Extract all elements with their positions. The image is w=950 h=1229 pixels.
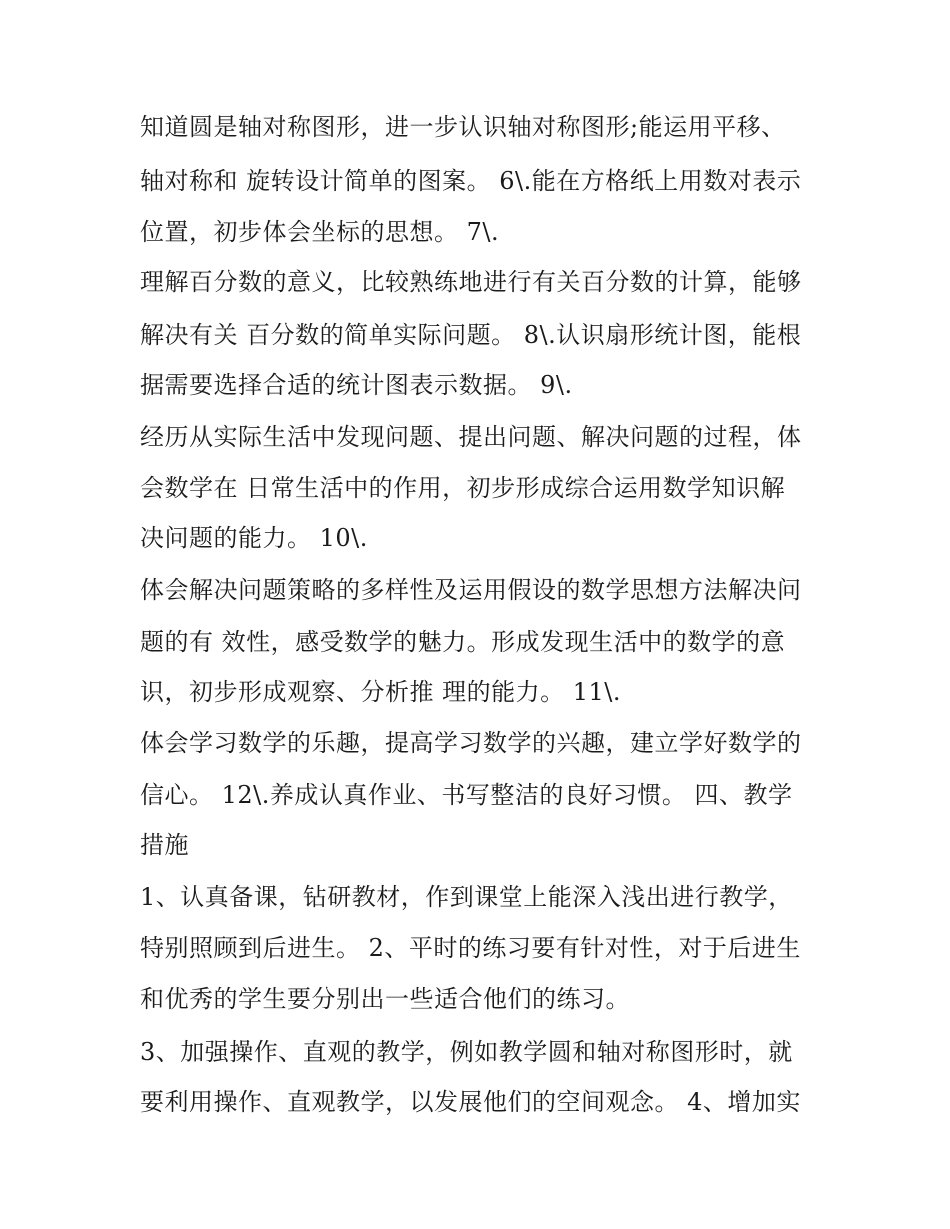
text-line: 和优秀的学生要分别出一些适合他们的练习。: [140, 985, 630, 1013]
text-line: 特别照顾到后进生。 2、平时的练习要有针对性，对于后进生: [140, 934, 801, 962]
text-line: 题的有 效性，感受数学的魅力。形成发现生活中的数学的意: [140, 628, 786, 656]
text-line: 体会学习数学的乐趣，提高学习数学的兴趣，建立学好数学的: [140, 729, 802, 757]
text-line: 理解百分数的意义，比较熟练地进行有关百分数的计算，能够: [140, 268, 802, 296]
text-line: 1、认真备课，钻研教材，作到课堂上能深入浅出进行教学，: [140, 883, 793, 911]
text-line: 会数学在 日常生活中的作用，初步形成综合运用数学知识解: [140, 474, 786, 502]
text-line: 要利用操作、直观教学，以发展他们的空间观念。 4、增加实: [140, 1088, 801, 1116]
text-line: 措施: [140, 831, 189, 859]
text-line: 决问题的能力。 10\.: [140, 524, 368, 552]
text-line: 体会解决问题策略的多样性及运用假设的数学思想方法解决问: [140, 576, 802, 604]
text-line: 知道圆是轴对称图形，进一步认识轴对称图形;能运用平移、: [140, 113, 786, 141]
text-line: 解决有关 百分数的简单实际问题。 8\.认识扇形统计图，能根: [140, 321, 802, 349]
text-line: 位置，初步体会坐标的思想。 7\.: [140, 218, 500, 246]
text-line: 信心。 12\.养成认真作业、书写整洁的良好习惯。 四、教学: [140, 781, 793, 809]
text-line: 轴对称和 旋转设计简单的图案。 6\.能在方格纸上用数对表示: [140, 167, 802, 195]
text-line: 3、加强操作、直观的教学，例如教学圆和轴对称图形时，就: [140, 1038, 793, 1066]
text-line: 经历从实际生活中发现问题、提出问题、解决问题的过程，体: [140, 423, 802, 451]
text-line: 据需要选择合适的统计图表示数据。 9\.: [140, 371, 573, 399]
text-line: 识，初步形成观察、分析推 理的能力。 11\.: [140, 678, 622, 706]
